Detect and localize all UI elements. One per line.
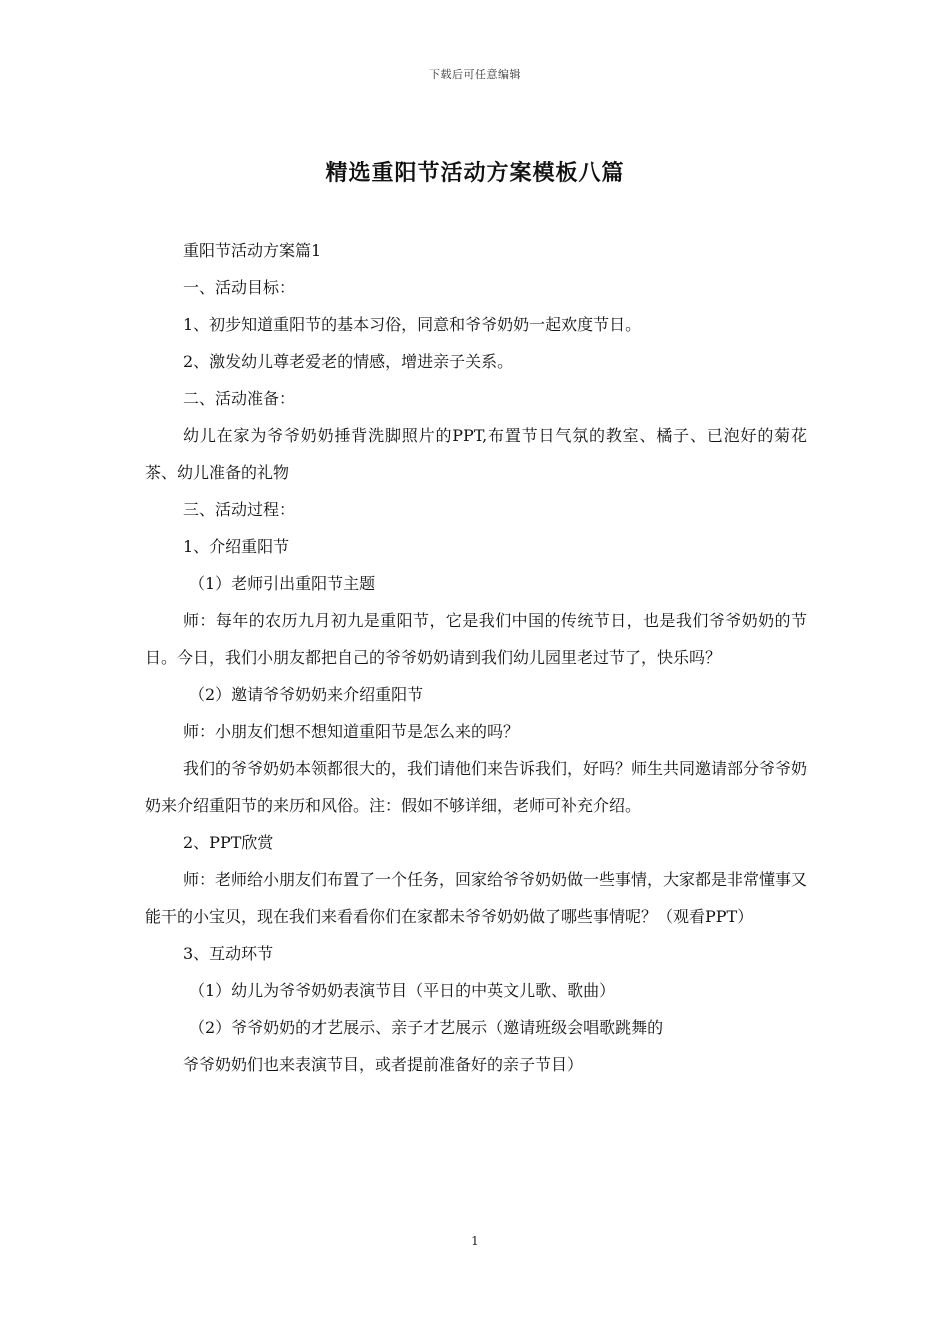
paragraph: 3、互动环节: [183, 944, 274, 963]
paragraph: 爷爷奶奶们也来表演节目，或者提前准备好的亲子节目）: [183, 1055, 584, 1074]
paragraph: 师：每年的农历九月初九是重阳节，它是我们中国的传统节日，也是我们爷爷奶奶的节日。今日，我们小朋友都把自己的爷爷奶奶请到我们幼儿园里老过节了，快乐吗？: [145, 611, 807, 667]
paragraph: （1）老师引出重阳节主题: [189, 574, 376, 593]
header-note: 下载后可任意编辑: [429, 68, 521, 81]
paragraph: 一、活动目标：: [183, 278, 296, 297]
paragraph: 1、介绍重阳节: [183, 537, 290, 556]
paragraph: 1、初步知道重阳节的基本习俗，同意和爷爷奶奶一起欢度节日。: [183, 315, 642, 334]
paragraph: 师：老师给小朋友们布置了一个任务，回家给爷爷奶奶做一些事情，大家都是非常懂事又能干的小宝贝，现在我们来看看你们在家都未爷爷奶奶做了哪些事情呢？（观看PPT）: [145, 870, 808, 926]
paragraph: 二、活动准备：: [183, 389, 296, 408]
paragraph: 师：小朋友们想不想知道重阳节是怎么来的吗？: [183, 722, 520, 741]
document-title: 精选重阳节活动方案模板八篇: [325, 160, 625, 186]
section-heading: 重阳节活动方案篇1: [183, 241, 322, 260]
paragraph: 我们的爷爷奶奶本领都很大的，我们请他们来告诉我们，好吗？师生共同邀请部分爷爷奶奶来介绍重阳节的来历和风俗。注：假如不够详细，老师可补充介绍。: [145, 759, 808, 815]
paragraph: 2、PPT欣赏: [183, 833, 274, 852]
document-body: [145, 232, 807, 1083]
paragraph: （2）爷爷奶奶的才艺展示、亲子才艺展示（邀请班级会唱歌跳舞的: [189, 1018, 664, 1037]
paragraph: （2）邀请爷爷奶奶来介绍重阳节: [189, 685, 424, 704]
page-number: 1: [471, 1234, 479, 1248]
paragraph: 2、激发幼儿尊老爱老的情感，增进亲子关系。: [183, 352, 514, 371]
paragraph: 幼儿在家为爷爷奶奶捶背洗脚照片的PPT,布置节日气氛的教室、橘子、已泡好的菊花茶、幼儿准备的礼物: [145, 426, 807, 482]
paragraph: 三、活动过程：: [183, 500, 296, 519]
paragraph: （1）幼儿为爷爷奶奶表演节目（平日的中英文儿歌、歌曲）: [189, 981, 616, 1000]
